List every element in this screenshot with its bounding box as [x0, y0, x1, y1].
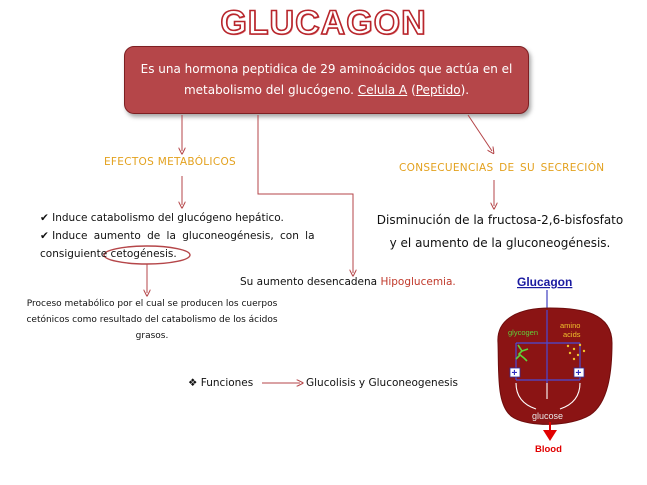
paren-open: ( [407, 83, 416, 97]
page-title: GLUCAGON [220, 4, 427, 42]
acids-label: acids [563, 330, 581, 339]
consequences-text [375, 209, 625, 255]
consequences-heading: CONSECUENCIAS DE SU SECRECIÓN [399, 162, 605, 174]
arrow-to-consequences [468, 115, 492, 151]
hypoglycemia-prefix: Su aumento desencadena [240, 276, 378, 288]
functions-label-row [188, 374, 253, 392]
effects-list [40, 209, 340, 263]
effect-item-text: Induce aumento de la gluconeogénesis, con la consiguiente [40, 230, 315, 260]
hypoglycemia-line [240, 273, 456, 291]
plus-icon [510, 368, 520, 379]
glucagon-cell-diagram [490, 273, 620, 463]
diamond-bullet-icon: ❖ [188, 377, 198, 389]
cell-type: Celula A [357, 83, 408, 97]
effect-item: ✔ Induce aumento de la gluconeogénesis, con la consiguiente cetogénesis. [40, 230, 315, 260]
functions-label: Funciones [200, 377, 254, 389]
blood-label: Blood [535, 444, 562, 455]
diagram-title: Glucagon [517, 275, 573, 289]
ketogenesis-term: cetogénesis. [110, 248, 177, 260]
paren-close: ). [460, 83, 470, 97]
plus-icon [574, 368, 584, 379]
hypoglycemia-term: Hipoglucemia. [380, 276, 456, 288]
consequences-line-1: Disminución de la fructosa-2,6-bisfosfato [376, 213, 624, 227]
ketogenesis-definition: Proceso metabólico por el cual se producen los cuerpos cetónicos como resultado del catabolismo de los ácidos grasos. [26, 299, 278, 341]
svg-text:+: + [511, 368, 518, 379]
consequences-line-2: y el aumento de la gluconeogénesis. [389, 236, 611, 250]
svg-text:+: + [575, 368, 582, 379]
effect-item-text: Induce catabolismo del glucógeno hepático. [52, 212, 284, 224]
amino-label: amino [560, 321, 581, 330]
effect-item: ✔ Induce catabolismo del glucógeno hepático. [40, 212, 284, 224]
hormone-type: Peptido [415, 83, 461, 97]
liver-cell-shape [498, 308, 612, 424]
effects-heading: EFECTOS METABÓLICOS [104, 156, 236, 168]
glycogen-label: glycogen [508, 328, 539, 337]
blood-arrow-icon [543, 430, 557, 441]
definition-body: Es una hormona peptidica de 29 aminoácidos que actúa en el metabolismo del glucógeno. [140, 62, 513, 97]
glucose-label: glucose [532, 411, 564, 421]
functions-value: Glucolisis y Gluconeogenesis [306, 377, 459, 389]
